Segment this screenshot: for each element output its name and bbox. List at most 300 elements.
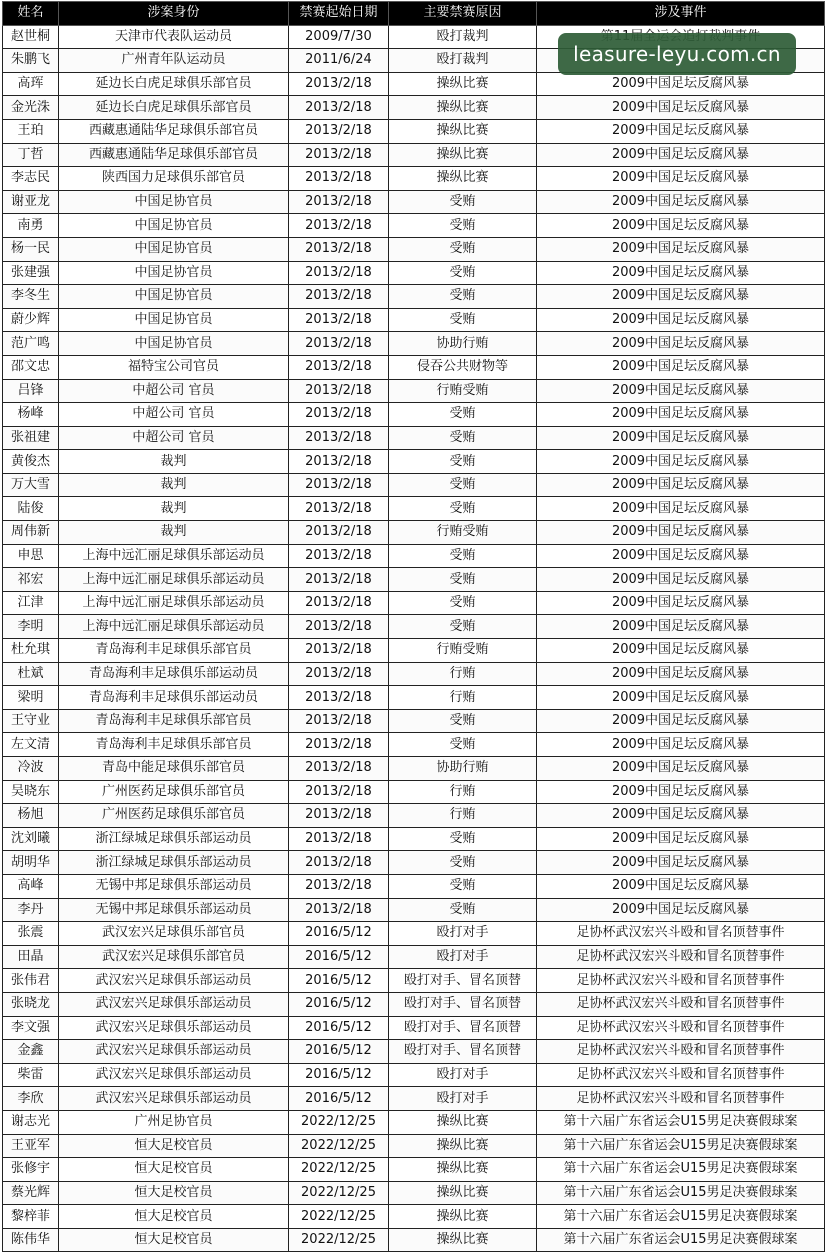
- cell-ban-start-date: 2013/2/18: [289, 426, 389, 450]
- cell-event: 足协杯武汉宏兴斗殴和冒名顶替事件: [537, 1063, 825, 1087]
- cell-ban-start-date: 2013/2/18: [289, 403, 389, 427]
- cell-name: 王守业: [3, 709, 59, 733]
- cell-name: 张伟君: [3, 969, 59, 993]
- cell-role: 武汉宏兴足球俱乐部官员: [59, 945, 289, 969]
- cell-ban-reason: 操纵比赛: [389, 167, 537, 191]
- cell-ban-start-date: 2016/5/12: [289, 1063, 389, 1087]
- cell-ban-start-date: 2013/2/18: [289, 521, 389, 545]
- cell-role: 延边长白虎足球俱乐部官员: [59, 72, 289, 96]
- cell-ban-reason: 行贿受贿: [389, 639, 537, 663]
- cell-ban-reason: 操纵比赛: [389, 1205, 537, 1229]
- cell-event: 2009中国足坛反腐风暴: [537, 662, 825, 686]
- cell-name: 田晶: [3, 945, 59, 969]
- cell-event: 2009中国足坛反腐风暴: [537, 190, 825, 214]
- table-row: [3, 332, 825, 356]
- cell-ban-start-date: 2011/6/24: [289, 49, 389, 73]
- cell-name: 万大雪: [3, 473, 59, 497]
- cell-ban-reason: 受贿: [389, 285, 537, 309]
- cell-ban-reason: 操纵比赛: [389, 1110, 537, 1134]
- cell-name: 蔚少辉: [3, 308, 59, 332]
- table-row: [3, 308, 825, 332]
- cell-name: 周伟新: [3, 521, 59, 545]
- table-row: [3, 568, 825, 592]
- cell-role: 西藏惠通陆华足球俱乐部官员: [59, 119, 289, 143]
- table-row: [3, 922, 825, 946]
- cell-event: 2009中国足坛反腐风暴: [537, 733, 825, 757]
- cell-event: 2009中国足坛反腐风暴: [537, 96, 825, 120]
- table-row: [3, 662, 825, 686]
- cell-name: 李冬生: [3, 285, 59, 309]
- cell-event: 第十六届广东省运会U15男足决赛假球案: [537, 1228, 825, 1252]
- table-row: [3, 72, 825, 96]
- cell-role: 青岛海利丰足球俱乐部官员: [59, 639, 289, 663]
- cell-name: 王珀: [3, 119, 59, 143]
- cell-role: 裁判: [59, 497, 289, 521]
- cell-role: 中国足协官员: [59, 308, 289, 332]
- cell-event: 2009中国足坛反腐风暴: [537, 119, 825, 143]
- table-row: [3, 686, 825, 710]
- table-row: [3, 804, 825, 828]
- table-row: [3, 355, 825, 379]
- cell-ban-start-date: 2013/2/18: [289, 544, 389, 568]
- cell-name: 陆俊: [3, 497, 59, 521]
- table-row: [3, 1181, 825, 1205]
- cell-event: 2009中国足坛反腐风暴: [537, 898, 825, 922]
- ban-list-table: [2, 1, 825, 1252]
- cell-role: 恒大足校官员: [59, 1228, 289, 1252]
- cell-role: 武汉宏兴足球俱乐部运动员: [59, 1063, 289, 1087]
- cell-name: 张建强: [3, 261, 59, 285]
- cell-ban-start-date: 2013/2/18: [289, 827, 389, 851]
- cell-ban-start-date: 2022/12/25: [289, 1134, 389, 1158]
- cell-event: 第十六届广东省运会U15男足决赛假球案: [537, 1158, 825, 1182]
- table-row: [3, 874, 825, 898]
- cell-ban-start-date: 2016/5/12: [289, 945, 389, 969]
- table-row: [3, 992, 825, 1016]
- cell-event: 2009中国足坛反腐风暴: [537, 544, 825, 568]
- cell-name: 李明: [3, 615, 59, 639]
- cell-ban-start-date: 2013/2/18: [289, 72, 389, 96]
- table-row: [3, 544, 825, 568]
- cell-name: 冷波: [3, 757, 59, 781]
- cell-event: 2009中国足坛反腐风暴: [537, 757, 825, 781]
- cell-ban-start-date: 2013/2/18: [289, 568, 389, 592]
- cell-name: 王亚军: [3, 1134, 59, 1158]
- cell-event: 2009中国足坛反腐风暴: [537, 143, 825, 167]
- table-row: [3, 261, 825, 285]
- table-row: [3, 1040, 825, 1064]
- cell-role: 上海中远汇丽足球俱乐部运动员: [59, 591, 289, 615]
- cell-ban-start-date: 2013/2/18: [289, 591, 389, 615]
- cell-name: 谢志光: [3, 1110, 59, 1134]
- cell-ban-start-date: 2013/2/18: [289, 733, 389, 757]
- cell-ban-reason: 受贿: [389, 426, 537, 450]
- cell-role: 浙江绿城足球俱乐部运动员: [59, 851, 289, 875]
- cell-ban-reason: 操纵比赛: [389, 1134, 537, 1158]
- cell-event: 第十六届广东省运会U15男足决赛假球案: [537, 1205, 825, 1229]
- cell-ban-start-date: 2013/2/18: [289, 473, 389, 497]
- table-row: [3, 190, 825, 214]
- cell-role: 西藏惠通陆华足球俱乐部官员: [59, 143, 289, 167]
- cell-name: 杜斌: [3, 662, 59, 686]
- cell-ban-start-date: 2013/2/18: [289, 237, 389, 261]
- cell-ban-start-date: 2016/5/12: [289, 1040, 389, 1064]
- cell-role: 青岛海利丰足球俱乐部官员: [59, 733, 289, 757]
- cell-name: 赵世桐: [3, 25, 59, 49]
- cell-name: 高峰: [3, 874, 59, 898]
- cell-ban-reason: 受贿: [389, 591, 537, 615]
- cell-ban-reason: 行贿: [389, 804, 537, 828]
- cell-event: 2009中国足坛反腐风暴: [537, 874, 825, 898]
- cell-ban-start-date: 2022/12/25: [289, 1181, 389, 1205]
- cell-name: 李欣: [3, 1087, 59, 1111]
- cell-event: 2009中国足坛反腐风暴: [537, 355, 825, 379]
- table-row: [3, 167, 825, 191]
- header-event: 涉及事件: [537, 2, 825, 26]
- cell-role: 武汉宏兴足球俱乐部运动员: [59, 969, 289, 993]
- cell-ban-reason: 受贿: [389, 709, 537, 733]
- table-row: [3, 1228, 825, 1252]
- table-row: [3, 237, 825, 261]
- cell-ban-start-date: 2013/2/18: [289, 332, 389, 356]
- cell-ban-start-date: 2013/2/18: [289, 662, 389, 686]
- cell-event: 2009中国足坛反腐风暴: [537, 568, 825, 592]
- cell-ban-reason: 受贿: [389, 190, 537, 214]
- cell-name: 蔡光辉: [3, 1181, 59, 1205]
- cell-ban-reason: 行贿: [389, 780, 537, 804]
- cell-role: 中超公司 官员: [59, 403, 289, 427]
- cell-ban-start-date: 2013/2/18: [289, 639, 389, 663]
- cell-event: 2009中国足坛反腐风暴: [537, 308, 825, 332]
- cell-ban-start-date: 2013/2/18: [289, 497, 389, 521]
- cell-ban-reason: 殴打对手、冒名顶替: [389, 969, 537, 993]
- cell-ban-start-date: 2013/2/18: [289, 167, 389, 191]
- cell-name: 吴晓东: [3, 780, 59, 804]
- cell-name: 胡明华: [3, 851, 59, 875]
- table-row: [3, 780, 825, 804]
- cell-role: 上海中远汇丽足球俱乐部运动员: [59, 568, 289, 592]
- cell-name: 谢亚龙: [3, 190, 59, 214]
- cell-name: 陈伟华: [3, 1228, 59, 1252]
- cell-role: 武汉宏兴足球俱乐部运动员: [59, 1040, 289, 1064]
- cell-event: 第十六届广东省运会U15男足决赛假球案: [537, 1110, 825, 1134]
- cell-ban-reason: 行贿: [389, 686, 537, 710]
- table-row: [3, 1110, 825, 1134]
- cell-name: 李文强: [3, 1016, 59, 1040]
- table-row: [3, 521, 825, 545]
- table-row: [3, 1016, 825, 1040]
- cell-role: 裁判: [59, 473, 289, 497]
- cell-event: 2009中国足坛反腐风暴: [537, 780, 825, 804]
- cell-ban-reason: 行贿受贿: [389, 379, 537, 403]
- header-ban-reason: 主要禁赛原因: [389, 2, 537, 26]
- cell-ban-reason: 协助行贿: [389, 332, 537, 356]
- cell-name: 李丹: [3, 898, 59, 922]
- table-row: [3, 96, 825, 120]
- cell-ban-start-date: 2013/2/18: [289, 379, 389, 403]
- cell-ban-reason: 侵吞公共财物等: [389, 355, 537, 379]
- table-row: [3, 1063, 825, 1087]
- cell-role: 武汉宏兴足球俱乐部运动员: [59, 992, 289, 1016]
- cell-role: 延边长白虎足球俱乐部官员: [59, 96, 289, 120]
- cell-event: 2009中国足坛反腐风暴: [537, 591, 825, 615]
- cell-role: 中国足协官员: [59, 261, 289, 285]
- cell-ban-start-date: 2013/2/18: [289, 285, 389, 309]
- table-row: [3, 733, 825, 757]
- table-row: [3, 591, 825, 615]
- cell-role: 中国足协官员: [59, 285, 289, 309]
- cell-role: 恒大足校官员: [59, 1134, 289, 1158]
- cell-role: 武汉宏兴足球俱乐部官员: [59, 922, 289, 946]
- cell-ban-start-date: 2022/12/25: [289, 1110, 389, 1134]
- cell-role: 中国足协官员: [59, 237, 289, 261]
- table-row: [3, 639, 825, 663]
- cell-name: 杨旭: [3, 804, 59, 828]
- cell-role: 陕西国力足球俱乐部官员: [59, 167, 289, 191]
- cell-ban-reason: 受贿: [389, 261, 537, 285]
- cell-ban-reason: 殴打对手: [389, 922, 537, 946]
- cell-event: 2009中国足坛反腐风暴: [537, 261, 825, 285]
- cell-ban-start-date: 2013/2/18: [289, 780, 389, 804]
- cell-ban-start-date: 2013/2/18: [289, 96, 389, 120]
- cell-ban-start-date: 2016/5/12: [289, 969, 389, 993]
- cell-ban-start-date: 2013/2/18: [289, 804, 389, 828]
- table-header: [3, 2, 825, 26]
- cell-event: 2009中国足坛反腐风暴: [537, 450, 825, 474]
- cell-ban-reason: 受贿: [389, 237, 537, 261]
- cell-ban-start-date: 2016/5/12: [289, 1016, 389, 1040]
- cell-ban-reason: 殴打对手: [389, 1063, 537, 1087]
- table-row: [3, 1205, 825, 1229]
- cell-name: 杜允琪: [3, 639, 59, 663]
- cell-name: 丁哲: [3, 143, 59, 167]
- cell-ban-reason: 殴打裁判: [389, 25, 537, 49]
- cell-event: 2009中国足坛反腐风暴: [537, 497, 825, 521]
- cell-ban-reason: 殴打对手、冒名顶替: [389, 1040, 537, 1064]
- cell-ban-start-date: 2013/2/18: [289, 143, 389, 167]
- cell-event: 足协杯武汉宏兴斗殴和冒名顶替事件: [537, 969, 825, 993]
- cell-role: 广州青年队运动员: [59, 49, 289, 73]
- cell-ban-reason: 受贿: [389, 615, 537, 639]
- cell-name: 吕锋: [3, 379, 59, 403]
- cell-event: 足协杯武汉宏兴斗殴和冒名顶替事件: [537, 922, 825, 946]
- cell-role: 无锡中邦足球俱乐部运动员: [59, 874, 289, 898]
- cell-role: 裁判: [59, 521, 289, 545]
- cell-role: 浙江绿城足球俱乐部运动员: [59, 827, 289, 851]
- cell-ban-reason: 协助行贿: [389, 757, 537, 781]
- table-row: [3, 898, 825, 922]
- table-row: [3, 1158, 825, 1182]
- cell-ban-reason: 操纵比赛: [389, 143, 537, 167]
- cell-ban-reason: 受贿: [389, 308, 537, 332]
- cell-event: 足协杯武汉宏兴斗殴和冒名顶替事件: [537, 945, 825, 969]
- cell-role: 中超公司 官员: [59, 379, 289, 403]
- cell-role: 广州足协官员: [59, 1110, 289, 1134]
- cell-ban-start-date: 2013/2/18: [289, 261, 389, 285]
- table-row: [3, 497, 825, 521]
- cell-ban-reason: 受贿: [389, 214, 537, 238]
- table-row: [3, 1087, 825, 1111]
- cell-role: 裁判: [59, 450, 289, 474]
- cell-event: 2009中国足坛反腐风暴: [537, 686, 825, 710]
- cell-name: 申思: [3, 544, 59, 568]
- cell-role: 中国足协官员: [59, 214, 289, 238]
- table-row: [3, 473, 825, 497]
- cell-role: 无锡中邦足球俱乐部运动员: [59, 898, 289, 922]
- cell-name: 张晓龙: [3, 992, 59, 1016]
- cell-ban-start-date: 2013/2/18: [289, 686, 389, 710]
- cell-ban-start-date: 2013/2/18: [289, 308, 389, 332]
- table-row: [3, 615, 825, 639]
- cell-role: 天津市代表队运动员: [59, 25, 289, 49]
- table-body: [3, 25, 825, 1252]
- cell-role: 福特宝公司官员: [59, 355, 289, 379]
- cell-name: 张修宇: [3, 1158, 59, 1182]
- cell-event: 2009中国足坛反腐风暴: [537, 851, 825, 875]
- cell-role: 青岛中能足球俱乐部官员: [59, 757, 289, 781]
- cell-ban-start-date: 2013/2/18: [289, 898, 389, 922]
- cell-ban-reason: 操纵比赛: [389, 1181, 537, 1205]
- header-role: 涉案身份: [59, 2, 289, 26]
- cell-ban-reason: 受贿: [389, 544, 537, 568]
- cell-ban-reason: 操纵比赛: [389, 1158, 537, 1182]
- cell-ban-start-date: 2022/12/25: [289, 1158, 389, 1182]
- table-row: [3, 709, 825, 733]
- cell-event: 足协杯武汉宏兴斗殴和冒名顶替事件: [537, 1016, 825, 1040]
- table-row: [3, 969, 825, 993]
- cell-role: 青岛海利丰足球俱乐部官员: [59, 709, 289, 733]
- cell-event: 足协杯武汉宏兴斗殴和冒名顶替事件: [537, 1087, 825, 1111]
- table-row: [3, 1134, 825, 1158]
- cell-ban-reason: 操纵比赛: [389, 1228, 537, 1252]
- cell-role: 青岛海利丰足球俱乐部运动员: [59, 686, 289, 710]
- cell-name: 柴雷: [3, 1063, 59, 1087]
- cell-ban-start-date: 2013/2/18: [289, 709, 389, 733]
- cell-event: 足协杯武汉宏兴斗殴和冒名顶替事件: [537, 992, 825, 1016]
- cell-event: 2009中国足坛反腐风暴: [537, 804, 825, 828]
- cell-role: 恒大足校官员: [59, 1158, 289, 1182]
- cell-name: 高珲: [3, 72, 59, 96]
- table-row: [3, 403, 825, 427]
- cell-name: 张祖建: [3, 426, 59, 450]
- cell-name: 沈刘曦: [3, 827, 59, 851]
- cell-role: 恒大足校官员: [59, 1205, 289, 1229]
- table-row: [3, 379, 825, 403]
- table-row: [3, 827, 825, 851]
- cell-role: 中国足协官员: [59, 190, 289, 214]
- cell-ban-reason: 受贿: [389, 827, 537, 851]
- cell-name: 江津: [3, 591, 59, 615]
- cell-role: 中国足协官员: [59, 332, 289, 356]
- table-row: [3, 757, 825, 781]
- cell-ban-start-date: 2013/2/18: [289, 757, 389, 781]
- cell-event: 2009中国足坛反腐风暴: [537, 473, 825, 497]
- cell-ban-reason: 操纵比赛: [389, 96, 537, 120]
- cell-ban-start-date: 2013/2/18: [289, 851, 389, 875]
- cell-role: 青岛海利丰足球俱乐部运动员: [59, 662, 289, 686]
- cell-name: 杨一民: [3, 237, 59, 261]
- cell-ban-start-date: 2013/2/18: [289, 214, 389, 238]
- cell-role: 广州医药足球俱乐部官员: [59, 804, 289, 828]
- cell-name: 金鑫: [3, 1040, 59, 1064]
- cell-name: 祁宏: [3, 568, 59, 592]
- cell-event: 2009中国足坛反腐风暴: [537, 639, 825, 663]
- cell-name: 杨峰: [3, 403, 59, 427]
- header-ban-start-date: 禁赛起始日期: [289, 2, 389, 26]
- cell-name: 朱鹏飞: [3, 49, 59, 73]
- cell-event: 2009中国足坛反腐风暴: [537, 214, 825, 238]
- cell-event: 2009中国足坛反腐风暴: [537, 285, 825, 309]
- table-row: [3, 214, 825, 238]
- cell-ban-reason: 殴打裁判: [389, 49, 537, 73]
- cell-event: 2009中国足坛反腐风暴: [537, 237, 825, 261]
- cell-ban-reason: 行贿: [389, 662, 537, 686]
- cell-role: 武汉宏兴足球俱乐部运动员: [59, 1016, 289, 1040]
- cell-name: 邵文忠: [3, 355, 59, 379]
- cell-name: 黎梓菲: [3, 1205, 59, 1229]
- cell-ban-start-date: 2013/2/18: [289, 615, 389, 639]
- cell-ban-reason: 殴打对手、冒名顶替: [389, 1016, 537, 1040]
- cell-event: 2009中国足坛反腐风暴: [537, 403, 825, 427]
- cell-ban-reason: 受贿: [389, 403, 537, 427]
- cell-event: 2009中国足坛反腐风暴: [537, 426, 825, 450]
- cell-ban-start-date: 2013/2/18: [289, 355, 389, 379]
- cell-role: 上海中远汇丽足球俱乐部运动员: [59, 615, 289, 639]
- cell-ban-start-date: 2013/2/18: [289, 119, 389, 143]
- cell-ban-reason: 操纵比赛: [389, 119, 537, 143]
- cell-ban-start-date: 2022/12/25: [289, 1228, 389, 1252]
- cell-event: 2009中国足坛反腐风暴: [537, 521, 825, 545]
- cell-ban-reason: 受贿: [389, 497, 537, 521]
- table-row: [3, 945, 825, 969]
- cell-name: 金光洙: [3, 96, 59, 120]
- cell-name: 范广鸣: [3, 332, 59, 356]
- cell-event: 2009中国足坛反腐风暴: [537, 72, 825, 96]
- cell-ban-reason: 殴打对手: [389, 1087, 537, 1111]
- cell-name: 南勇: [3, 214, 59, 238]
- cell-ban-start-date: 2013/2/18: [289, 190, 389, 214]
- cell-ban-reason: 受贿: [389, 733, 537, 757]
- cell-event: 第十六届广东省运会U15男足决赛假球案: [537, 1181, 825, 1205]
- cell-ban-start-date: 2016/5/12: [289, 1087, 389, 1111]
- header-row: [3, 2, 825, 26]
- cell-event: 2009中国足坛反腐风暴: [537, 615, 825, 639]
- cell-ban-start-date: 2016/5/12: [289, 992, 389, 1016]
- cell-role: 中超公司 官员: [59, 426, 289, 450]
- cell-event: 2009中国足坛反腐风暴: [537, 827, 825, 851]
- cell-ban-reason: 受贿: [389, 851, 537, 875]
- cell-event: 足协杯武汉宏兴斗殴和冒名顶替事件: [537, 1040, 825, 1064]
- cell-ban-reason: 操纵比赛: [389, 72, 537, 96]
- cell-role: 上海中远汇丽足球俱乐部运动员: [59, 544, 289, 568]
- cell-ban-start-date: 2016/5/12: [289, 922, 389, 946]
- cell-ban-start-date: 2013/2/18: [289, 450, 389, 474]
- cell-ban-reason: 受贿: [389, 450, 537, 474]
- cell-ban-reason: 受贿: [389, 568, 537, 592]
- cell-ban-reason: 受贿: [389, 473, 537, 497]
- cell-ban-reason: 受贿: [389, 874, 537, 898]
- cell-event: 2009中国足坛反腐风暴: [537, 379, 825, 403]
- cell-name: 梁明: [3, 686, 59, 710]
- table-row: [3, 143, 825, 167]
- cell-name: 李志民: [3, 167, 59, 191]
- cell-name: 张震: [3, 922, 59, 946]
- cell-ban-reason: 殴打对手、冒名顶替: [389, 992, 537, 1016]
- table-row: [3, 851, 825, 875]
- cell-ban-start-date: 2009/7/30: [289, 25, 389, 49]
- cell-ban-start-date: 2013/2/18: [289, 874, 389, 898]
- cell-event: 2009中国足坛反腐风暴: [537, 167, 825, 191]
